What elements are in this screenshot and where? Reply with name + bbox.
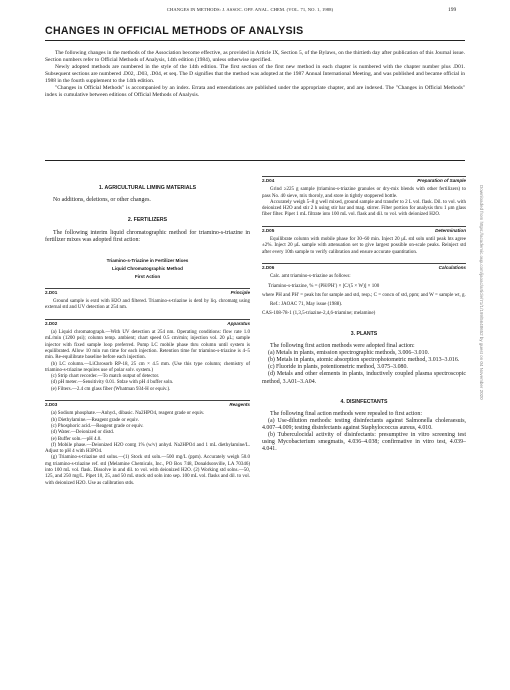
list-item: (a) Sodium phosphate.—Anhyd., dibasic. Na2HPO4, reagent grade or equiv.: [51, 411, 205, 417]
section-number: 2.D02: [45, 320, 58, 326]
title-rule: [45, 40, 465, 41]
list-item: (c) Phosphoric acid.—Reagent grade or equiv.: [51, 423, 144, 429]
method-section-header: [45, 400, 250, 408]
list-item: (g) Triamino-s-triazine std solns.—(1) Stock std soln.—500 mg/L (ppm). Accurately weigh 50.0 mg triamino-s-triazine ref. std (Melamine Chemicals, Inc., PO Box 748, Donaldsonville, LA 70346) into 100 mL vol. flask. Dissolve in and dil. to vol. with deionized H2O. (2) Working std solns.—50, 125, and 250 mg/L. Pipet 10, 25, and 50 mL stock std soln into sep. 100 mL vol. flasks and dil. to vol. with deionized H2O. Use as calibration stds.: [45, 455, 250, 486]
list-item: (d) Metals and other elements in plants, inductively coupled plasma spectroscopic method, 3.A01–3.A04.: [262, 371, 466, 385]
section-heading: 3. PLANTS: [350, 330, 378, 337]
section-title: Reagents: [229, 402, 250, 408]
formula-legend: where PH and PH′ = peak hts for sample and std, resp.; C = concn of std, ppm; and W = sample wt, g.: [262, 292, 466, 298]
page-number: 199: [448, 7, 457, 13]
section-number: 2.D06: [262, 264, 275, 270]
section-heading: 4. DISINFECTANTS: [340, 398, 388, 405]
list-item: (a) Use-dilution methods: testing disinfectants against Salmonella choleraesuis, 4.007–4.009; testing disinfectants against Staphylococcus aureus, 4.010.: [262, 418, 466, 432]
method-section-header: [262, 176, 466, 184]
section-number: 2.D03: [45, 402, 58, 408]
list-item: (c) Strip chart recorder.—To match output of detector.: [51, 374, 160, 380]
section-heading: 1. AGRICULTURAL LIMING MATERIALS: [98, 185, 197, 191]
list-item: (d) pH meter.—Sensitivity 0.01. Stdze with pH 4 buffer soln.: [51, 380, 174, 386]
formula: Triamino-s-triazine, % = (PH/PH′) × [C/(5 × W)] × 100: [268, 283, 380, 289]
method-subtitle: Liquid Chromatographic Method: [112, 265, 183, 271]
list-item: (b) Tuberculocidal activity of disinfectants: presumptive in vitro screening test using Mycobacterium smegmatis, 4.036–4.038; confirmative in vitro test, 4.039–4.041.: [262, 432, 466, 453]
intro-paragraph: "Changes in Official Methods" is accompanied by an index. Errata and emendations are published under the appropriate chapter, and are indexed. The "Changes in Official Methods" index is cumulative between editions of Official Methods of Analysis.: [45, 85, 465, 98]
section-text: Ground sample is extd with H2O and filtered. Triamino-s-triazine is detd by liq. chromatg using external std and UV detection at 254 nm.: [45, 299, 250, 311]
page-title: CHANGES IN OFFICIAL METHODS OF ANALYSIS: [45, 25, 304, 37]
section-number: 2.D05: [262, 227, 275, 233]
intro-paragraph: Newly adopted methods are numbered in the style of the 14th edition. The first section of the first new method in each chapter is numbered with the chapter number plus .D01. Subsequent sections are numbered .D02, .D03, .D04, et seq. The D signifies that the method was adopted at the 1987 Annual International Meeting, and was published and became official in 1988 in the fourth supplement to the 14th edition.: [45, 64, 465, 84]
cas-number: CAS-108-78-1 (1,3,5-triazine-2,4,6-triamine; melamine): [262, 311, 376, 317]
section-title: Apparatus: [227, 320, 250, 326]
section-text: No additions, deletions, or other changes.: [53, 197, 151, 204]
section-number: 2.D01: [45, 289, 58, 295]
section-text: Equilibrate column with mobile phase for 30–60 min. Inject 20 μL std soln until peak hts agree ±2%. Inject 20 μL sample with attenuation set to give largest possible on-scale peaks. Reinject std after every 10th sample to verify calibration and ensure accurate quantitation.: [262, 237, 466, 255]
section-title: Preparation of Sample: [417, 178, 466, 183]
reference: Ref.: JAOAC 71, May issue (1988).: [270, 302, 343, 308]
list-item: (b) Metals in plants, atomic absorption spectrophotometric method, 3.013–3.016.: [268, 357, 460, 364]
left-column: [45, 168, 250, 487]
section-text: The following first action methods were adopted final action:: [270, 343, 415, 350]
list-item: (c) Fluoride in plants, potentiometric method, 3.075–3.080.: [268, 364, 408, 371]
right-column: [262, 168, 466, 453]
section-number: 2.D04: [262, 178, 275, 183]
intro-rule: [45, 160, 465, 161]
list-item: (d) Water.—Deionized or distd.: [51, 430, 114, 436]
method-title: Triamino-s-Triazine in Fertilizer Mixes: [106, 257, 189, 263]
section-title: Principle: [230, 289, 250, 295]
running-header: CHANGES IN METHODS: J. ASSOC. OFF. ANAL. CHEM. (VOL. 71, NO. 1, 1988): [166, 7, 334, 12]
method-section-header: [262, 226, 466, 234]
section-heading: 2. FERTILIZERS: [127, 217, 168, 224]
intro-paragraph: The following changes in the methods of the Association become effective, as provided in Article IX, Section 5, of the Bylaws, on the thirtieth day after publication of this Journal issue. Section numbers refer to Official Methods of Analysis, 14th edition (1984), unless otherwise specified.: [45, 50, 465, 63]
list-item: (e) Buffer soln.—pH 4.0.: [51, 436, 102, 442]
list-item: (a) Liquid chromatograph.—With UV detection at 254 nm. Operating conditions: flow rate 1.0 mL/min (1200 psi); column temp. ambient; chart speed 0.5 cm/min; injection vol. 20 μL; sample injector with fixed sample loop preferred. Pump LC mobile phase thru column until system is equilibrated. Allow 10 min run time for each injection. Retention time for triamino-s-triazine is 4–5 min. Re-equilibrate baseline before each injection.: [45, 330, 250, 361]
section-text: Accurately weigh 5–8 g well mixed, ground sample and transfer to 2 L vol. flask. Dil. to vol. with deionized H2O and stir 2 h using stir bar and mag. stirrer. Filter portion for analysis thru 1 μm glass fiber filter. Pipet 1 mL filtrate into 100 mL vol. flask and dil. to vol. with deionized H2O.: [262, 199, 466, 218]
method-section-header: [45, 288, 250, 296]
section-title: Calculations: [438, 264, 466, 270]
list-item: (f) Mobile phase.—Deionized H2O contg 1% (w/v) anhyd. Na2HPO4 and 1 mL diethylamine/L. Adjust to pH 4 with H3PO4.: [45, 442, 250, 455]
intro: [45, 50, 465, 99]
download-watermark: Downloaded from https://academic.oup.com/jaoac/article/71/1/199/5648652 by guest on 04 November 2020: [479, 185, 484, 400]
section-title: Determination: [435, 227, 466, 233]
section-text: The following final action methods were repealed to first action:: [270, 410, 422, 417]
method-section-header: [262, 263, 466, 271]
list-item: (e) Filters.—2.4 cm glass fiber (Whatman 934-H or equiv.).: [51, 386, 171, 392]
list-item: (b) LC column.—LiChrosorb RP-18, 25 cm × 4.5 mm. (Use this type column; chemistry of triamino-s-triazine requires use of polar solv. system.): [45, 361, 250, 373]
section-text: The following interim liquid chromatographic method for triamino-s-triazine in fertilizer mixes was adopted first action:: [45, 229, 250, 243]
list-item: (b) Diethylamine.—Reagent grade or equiv.: [51, 417, 139, 423]
method-section-header: [45, 319, 250, 327]
list-item: (a) Metals in plants, emission spectrographic methods, 3.006–3.010.: [268, 350, 429, 357]
section-text: Grind ≥225 g sample (triamino-s-triazine granules or dry-mix blends with other fertilizers) to pass No. 40 sieve, mix thoroly, and store in tightly stoppered bottle.: [262, 187, 466, 199]
section-text: Calc. amt triamino-s-triazine as follows:: [270, 274, 351, 280]
method-action: First Action: [134, 273, 161, 279]
